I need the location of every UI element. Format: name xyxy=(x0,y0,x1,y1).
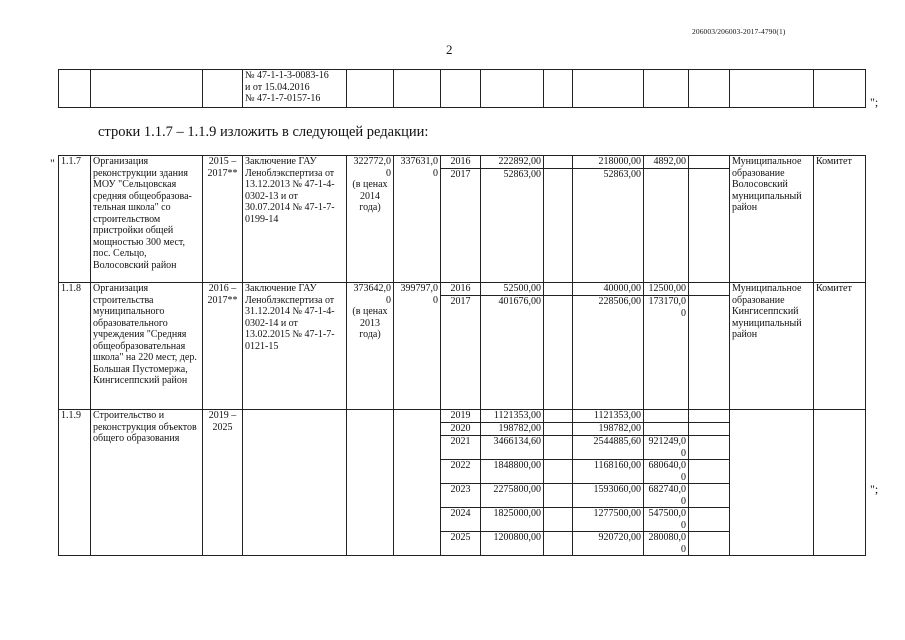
executor-cell: Комитет xyxy=(814,156,866,283)
empty-finance-cell xyxy=(544,283,573,296)
regional-budget-cell: 1168160,00 xyxy=(573,460,644,484)
total-cell: 1121353,00 xyxy=(481,410,544,423)
row-number-cell: 1.1.8 xyxy=(59,283,91,410)
empty-finance-cell xyxy=(544,460,573,484)
document-number: 206003/206003-2017-4790(1) xyxy=(692,27,786,36)
recipient-cell xyxy=(730,410,814,556)
regional-budget-cell: 198782,00 xyxy=(573,423,644,436)
total-cell: 1825000,00 xyxy=(481,508,544,532)
regional-budget-cell: 228506,00 xyxy=(573,296,644,410)
extra-cell xyxy=(689,436,730,460)
cost-value: 373642,00 xyxy=(353,283,391,306)
total-cell: 1848800,00 xyxy=(481,460,544,484)
local-budget-cell: 12500,00 xyxy=(644,283,689,296)
year-cell: 2025 xyxy=(441,532,481,556)
extra-cell xyxy=(689,484,730,508)
local-budget-cell: 547500,00 xyxy=(644,508,689,532)
empty-finance-cell xyxy=(544,484,573,508)
cost-cell xyxy=(347,410,394,556)
empty-finance-cell xyxy=(544,436,573,460)
conclusion-cell: Заключение ГАУ Леноблэкспертиза от 13.12.2013 № 47-1-4-0302-13 и от 30.07.2014 № 47-1-7-0199-14 xyxy=(243,156,347,283)
empty-finance-cell xyxy=(544,296,573,410)
empty-finance-cell xyxy=(544,169,573,283)
page-number: 2 xyxy=(446,42,453,57)
cost-note: (в ценах 2014 года) xyxy=(352,179,388,213)
extra-cell xyxy=(689,532,730,556)
conclusion-cell xyxy=(243,410,347,556)
empty-finance-cell xyxy=(544,423,573,436)
year-cell: 2020 xyxy=(441,423,481,436)
table-row xyxy=(59,156,866,169)
executor-cell: Комитет xyxy=(814,283,866,410)
table-row xyxy=(59,410,866,423)
period-cell: 2016 – 2017** xyxy=(203,283,243,410)
regional-budget-cell: 1277500,00 xyxy=(573,508,644,532)
cost-value: 322772,00 xyxy=(353,156,391,179)
extra-cell xyxy=(689,460,730,484)
total-cell: 52863,00 xyxy=(481,169,544,283)
recipient-cell: Муниципальное образование Волосовский муниципальный район xyxy=(730,156,814,283)
local-budget-cell: 4892,00 xyxy=(644,156,689,169)
period-cell: 2015 – 2017** xyxy=(203,156,243,283)
extra-cell xyxy=(689,296,730,410)
extra-cell xyxy=(689,508,730,532)
local-budget-cell: 682740,00 xyxy=(644,484,689,508)
total-cell: 52500,00 xyxy=(481,283,544,296)
row-number-cell: 1.1.9 xyxy=(59,410,91,556)
instruction-text: строки 1.1.7 – 1.1.9 изложить в следующей редакции: xyxy=(98,124,429,140)
year-cell: 2016 xyxy=(441,283,481,296)
estimate-cell: 399797,00 xyxy=(394,283,441,410)
estimate-cell: 337631,00 xyxy=(394,156,441,283)
total-cell: 222892,00 xyxy=(481,156,544,169)
local-budget-cell: 173170,00 xyxy=(644,296,689,410)
local-budget-cell xyxy=(644,169,689,283)
regional-budget-cell: 2544885,60 xyxy=(573,436,644,460)
year-cell: 2017 xyxy=(441,296,481,410)
local-budget-cell: 921249,00 xyxy=(644,436,689,460)
regional-budget-cell: 40000,00 xyxy=(573,283,644,296)
empty-finance-cell xyxy=(544,410,573,423)
empty-finance-cell xyxy=(544,508,573,532)
year-cell: 2021 xyxy=(441,436,481,460)
executor-cell xyxy=(814,410,866,556)
table-row xyxy=(59,283,866,296)
row-number-cell: 1.1.7 xyxy=(59,156,91,283)
total-cell: 1200800,00 xyxy=(481,532,544,556)
conclusion-cell: Заключение ГАУ Леноблэкспертиза от 31.12.2014 № 47-1-4-0302-14 и от 13.02.2015 № 47-1-7-0121-15 xyxy=(243,283,347,410)
opening-quote: " xyxy=(50,156,55,170)
year-cell: 2016 xyxy=(441,156,481,169)
total-cell: 3466134,60 xyxy=(481,436,544,460)
local-budget-cell: 680640,00 xyxy=(644,460,689,484)
local-budget-cell: 280080,00 xyxy=(644,532,689,556)
total-cell: 2275800,00 xyxy=(481,484,544,508)
top-conclusion-cell: № 47-1-1-3-0083-16 и от 15.04.2016 № 47-1-7-0157-16 xyxy=(243,70,347,108)
closing-quote-end: "; xyxy=(870,482,879,496)
recipient-cell: Муниципальное образование Кингисеппский муниципальный район xyxy=(730,283,814,410)
object-name-cell: Организация строительства муниципального образовательного учреждения "Средняя общеобразовательная школа" на 220 мест, дер. Большая Пустомержа, Кингисеппский район xyxy=(91,283,203,410)
local-budget-cell xyxy=(644,423,689,436)
regional-budget-cell: 218000,00 xyxy=(573,156,644,169)
object-name-cell: Организация реконструкции здания МОУ "Сельцовская средняя общеобразова-тельная школа" со строительством пристройки общей мощностью 300 мест, пос. Сельцо, Волосовский район xyxy=(91,156,203,283)
year-cell: 2024 xyxy=(441,508,481,532)
local-budget-cell xyxy=(644,410,689,423)
total-cell: 401676,00 xyxy=(481,296,544,410)
estimate-cell xyxy=(394,410,441,556)
closing-quote-top: "; xyxy=(870,95,879,109)
empty-finance-cell xyxy=(544,532,573,556)
cost-cell xyxy=(347,156,394,283)
year-cell: 2023 xyxy=(441,484,481,508)
regional-budget-cell: 52863,00 xyxy=(573,169,644,283)
top-table-fragment xyxy=(58,69,866,108)
empty-finance-cell xyxy=(544,156,573,169)
extra-cell xyxy=(689,169,730,283)
year-cell: 2017 xyxy=(441,169,481,283)
extra-cell xyxy=(689,283,730,296)
year-cell: 2022 xyxy=(441,460,481,484)
regional-budget-cell: 1593060,00 xyxy=(573,484,644,508)
extra-cell xyxy=(689,410,730,423)
regional-budget-cell: 920720,00 xyxy=(573,532,644,556)
main-table xyxy=(58,155,866,556)
year-cell: 2019 xyxy=(441,410,481,423)
regional-budget-cell: 1121353,00 xyxy=(573,410,644,423)
object-name-cell: Строительство и реконструкция объектов общего образования xyxy=(91,410,203,556)
cost-cell xyxy=(347,283,394,410)
period-cell: 2019 – 2025 xyxy=(203,410,243,556)
total-cell: 198782,00 xyxy=(481,423,544,436)
extra-cell xyxy=(689,423,730,436)
cost-note: (в ценах 2013 года) xyxy=(352,306,388,340)
extra-cell xyxy=(689,156,730,169)
